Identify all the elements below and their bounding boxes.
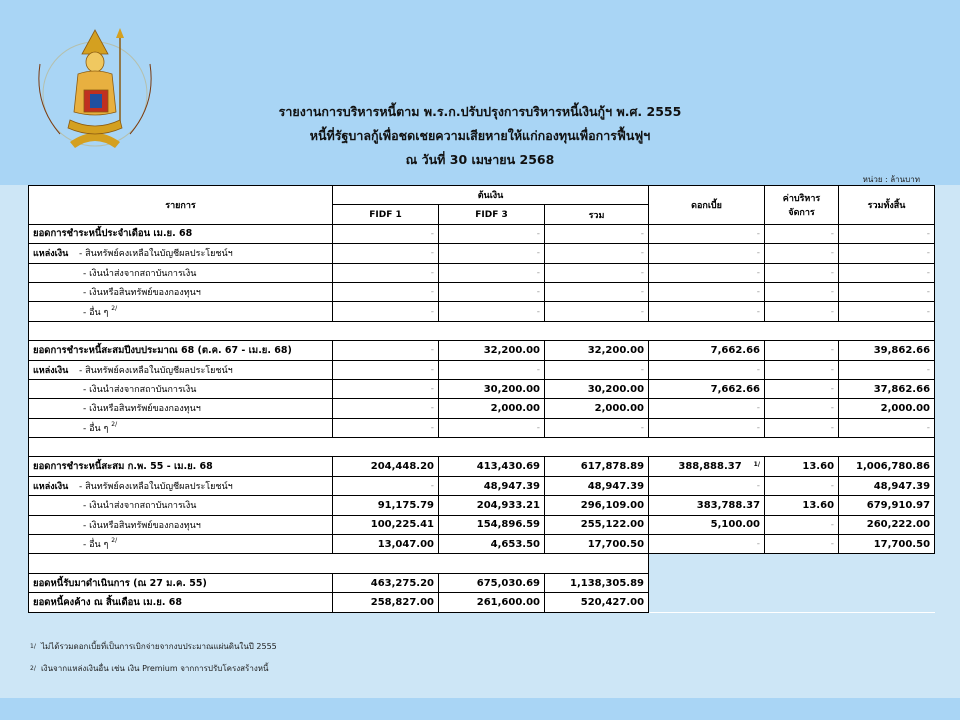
value-cell: 7,662.66 [649,341,765,360]
spacer-row [29,438,935,457]
value-cell: - [439,263,545,282]
row-label-text: - เงินหรือสินทรัพย์ของกองทุนฯ [83,288,201,299]
row-label-text: - เงินนำส่งจากสถาบันการเงิน [83,268,197,279]
report-body [29,224,935,612]
value-cell: - [333,476,439,495]
row-label-text: - สินทรัพย์คงเหลือในบัญชีผลประโยชน์ฯ [79,249,233,260]
table-row [29,263,935,282]
table-row [29,379,935,398]
value-cell: 2,000.00 [839,399,935,418]
summary-row [29,341,935,360]
report-date: ณ วันที่ 30 เมษายน 2568 [405,152,555,167]
value-cell: - [545,224,649,243]
row-label-text: - อื่น ๆ [83,423,109,434]
footnote-marker: 2/ [111,420,118,428]
value-cell: 260,222.00 [839,515,935,534]
value-cell: - [649,263,765,282]
value-cell: - [765,282,839,301]
col-header-fidf3: FIDF 3 [439,205,545,224]
agency-emblem-logo [30,24,160,154]
col-header-grand-total: รวมทั้งสิ้น [839,186,935,225]
value-cell: 204,448.20 [333,457,439,476]
value-cell: 261,600.00 [439,593,545,612]
value-cell: - [439,418,545,437]
value-cell: 7,662.66 [649,379,765,398]
spacer-row [29,321,935,340]
row-label-text: - เงินนำส่งจากสถาบันการเงิน [83,501,197,512]
value-cell: 100,225.41 [333,515,439,534]
row-label [29,360,333,379]
value-cell: 13.60 [765,496,839,515]
row-label [29,379,333,398]
value-cell: - [765,360,839,379]
value-cell: - [839,263,935,282]
value-cell: - [765,302,839,321]
value-cell: 48,947.39 [439,476,545,495]
value-cell: 2,000.00 [439,399,545,418]
row-label-text: - เงินนำส่งจากสถาบันการเงิน [83,385,197,396]
footnote-marker: 2/ [111,304,118,312]
footnote-marker: 2/ [111,537,118,545]
footer-band [0,698,960,720]
col-header-item: รายการ [29,186,333,225]
funding-source-label: แหล่งเงิน [33,365,69,376]
footnote-2-text: เงินจากแหล่งเงินอื่น เช่น เงิน Premium จากการปรับโครงสร้างหนี้ [40,664,269,673]
row-label-text: ยอดการชำระหนี้ประจำเดือน เม.ย. 68 [33,228,193,240]
row-label [29,282,333,301]
footnote-marker: 1/ [753,461,761,469]
row-label-text: - เงินหรือสินทรัพย์ของกองทุนฯ [83,520,201,531]
value-cell: - [545,302,649,321]
value-text: 388,888.37 [678,461,742,473]
value-cell: 32,200.00 [439,341,545,360]
spacer-cell [29,554,649,573]
value-cell: - [839,244,935,263]
table-row [29,496,935,515]
value-cell: - [333,399,439,418]
value-cell: 675,030.69 [439,573,545,592]
row-label [29,302,333,321]
value-cell: 383,788.37 [649,496,765,515]
value-cell: 37,862.66 [839,379,935,398]
value-cell: 1,006,780.86 [839,457,935,476]
footnote-2 [30,658,277,680]
row-label [29,244,333,263]
value-cell: 617,878.89 [545,457,649,476]
value-cell: - [765,263,839,282]
value-cell: - [333,360,439,379]
value-cell: 39,862.66 [839,341,935,360]
table-row [29,515,935,534]
row-label [29,418,333,437]
row-label-text: ยอดหนี้คงค้าง ณ สิ้นเดือน เม.ย. 68 [33,596,182,608]
spacer-cell [29,438,935,457]
value-cell: - [649,282,765,301]
row-label [29,515,333,534]
col-header-principal: ต้นเงิน [333,186,649,205]
value-cell: 30,200.00 [545,379,649,398]
col-header-interest: ดอกเบี้ย [649,186,765,225]
row-label-text: - สินทรัพย์คงเหลือในบัญชีผลประโยชน์ฯ [79,365,233,376]
row-label [29,263,333,282]
value-cell: - [333,244,439,263]
value-cell: - [765,418,839,437]
value-cell: 2,000.00 [545,399,649,418]
col-header-fidf1: FIDF 1 [333,205,439,224]
col-header-fee-line2: จัดการ [788,207,815,218]
value-cell: - [649,244,765,263]
table-row [29,360,935,379]
row-label-text: - สินทรัพย์คงเหลือในบัญชีผลประโยชน์ฯ [79,482,233,493]
value-cell: 520,427.00 [545,593,649,612]
value-cell: 91,175.79 [333,496,439,515]
empty-area [649,573,935,592]
value-cell: 17,700.50 [839,535,935,554]
value-cell: 154,896.59 [439,515,545,534]
value-cell: - [439,360,545,379]
row-label-text: ยอดการชำระหนี้สะสมปีงบประมาณ 68 (ต.ค. 67 - เม.ย. 68) [33,344,292,356]
value-cell: 255,122.00 [545,515,649,534]
row-label [29,341,333,360]
debt-summary-row [29,593,935,612]
row-label [29,476,333,495]
value-cell: - [649,302,765,321]
report-title: รายงานการบริหารหนี้ตาม พ.ร.ก.ปรับปรุงการบริหารหนี้เงินกู้ฯ พ.ศ. 2555 [278,104,682,119]
value-cell: 32,200.00 [545,341,649,360]
value-cell [649,457,765,476]
value-cell: 13.60 [765,457,839,476]
col-header-fee [765,186,839,225]
value-cell: - [765,515,839,534]
row-label [29,457,333,476]
row-label [29,224,333,243]
value-cell: 204,933.21 [439,496,545,515]
debt-report-table [28,185,935,613]
value-cell: - [333,418,439,437]
col-header-total: รวม [545,205,649,224]
value-cell: - [839,360,935,379]
value-cell: 30,200.00 [439,379,545,398]
report-subtitle: หนี้ที่รัฐบาลกู้เพื่อชดเชยความเสียหายให้แก่กองทุนเพื่อการฟื้นฟูฯ [309,128,651,143]
value-cell: - [545,263,649,282]
value-cell: 413,430.69 [439,457,545,476]
row-label [29,573,333,592]
value-cell: - [545,282,649,301]
value-cell: 679,910.97 [839,496,935,515]
table-row [29,535,935,554]
table-row [29,282,935,301]
value-cell: 48,947.39 [545,476,649,495]
value-cell: - [765,341,839,360]
row-label [29,535,333,554]
value-cell: - [439,282,545,301]
summary-row [29,457,935,476]
unit-label: หน่วย : ล้านบาท [862,175,920,184]
debt-summary-row [29,573,935,592]
value-cell: - [333,224,439,243]
value-cell: - [765,476,839,495]
value-cell: - [839,302,935,321]
value-cell: - [439,302,545,321]
value-cell: 13,047.00 [333,535,439,554]
value-cell: - [649,418,765,437]
row-label [29,399,333,418]
footnotes [30,636,277,680]
footnote-1-text: ไม่ได้รวมดอกเบี้ยที่เป็นการเบิกจ่ายจากงบประมาณแผ่นดินในปี 2555 [40,642,277,651]
table-row [29,418,935,437]
value-cell: - [439,224,545,243]
row-label-text: ยอดหนี้รับมาดำเนินการ (ณ 27 ม.ค. 55) [33,577,207,589]
value-cell: - [649,399,765,418]
value-cell: - [649,360,765,379]
value-cell: 1,138,305.89 [545,573,649,592]
value-cell: - [839,282,935,301]
table-row [29,476,935,495]
value-cell: - [765,535,839,554]
empty-area [649,593,935,612]
value-cell: - [545,360,649,379]
value-cell: 48,947.39 [839,476,935,495]
value-cell: - [333,379,439,398]
summary-row [29,224,935,243]
empty-area [649,554,935,573]
value-cell: 463,275.20 [333,573,439,592]
col-header-fee-line1: ค่าบริหาร [782,193,821,204]
value-cell: - [649,224,765,243]
report-title-block [180,100,780,172]
table-row [29,302,935,321]
spacer-cell [29,321,935,340]
value-cell: - [545,244,649,263]
value-cell: - [439,244,545,263]
value-cell: - [765,244,839,263]
footnote-2-mark: 2/ [30,665,36,672]
value-cell: 296,109.00 [545,496,649,515]
value-cell: 5,100.00 [649,515,765,534]
value-cell: 258,827.00 [333,593,439,612]
footnote-1-mark: 1/ [30,643,36,650]
table-row [29,399,935,418]
row-label [29,496,333,515]
value-cell: - [649,476,765,495]
funding-source-label: แหล่งเงิน [33,249,69,260]
row-label-text: ยอดการชำระหนี้สะสม ก.พ. 55 - เม.ย. 68 [33,461,213,473]
value-cell: - [333,341,439,360]
row-label-text: - อื่น ๆ [83,307,109,318]
value-cell: - [765,399,839,418]
spacer-row [29,554,935,573]
row-label-text: - เงินหรือสินทรัพย์ของกองทุนฯ [83,404,201,415]
value-cell: - [765,379,839,398]
value-cell: - [765,224,839,243]
row-label-text: - อื่น ๆ [83,540,109,551]
table-row [29,244,935,263]
value-cell: 4,653.50 [439,535,545,554]
value-cell: - [333,282,439,301]
value-cell: - [839,418,935,437]
value-cell: - [839,224,935,243]
value-cell: - [545,418,649,437]
row-label [29,593,333,612]
funding-source-label: แหล่งเงิน [33,482,69,493]
value-cell: 17,700.50 [545,535,649,554]
value-cell: - [649,535,765,554]
footnote-1 [30,636,277,658]
value-cell: - [333,302,439,321]
value-cell: - [333,263,439,282]
